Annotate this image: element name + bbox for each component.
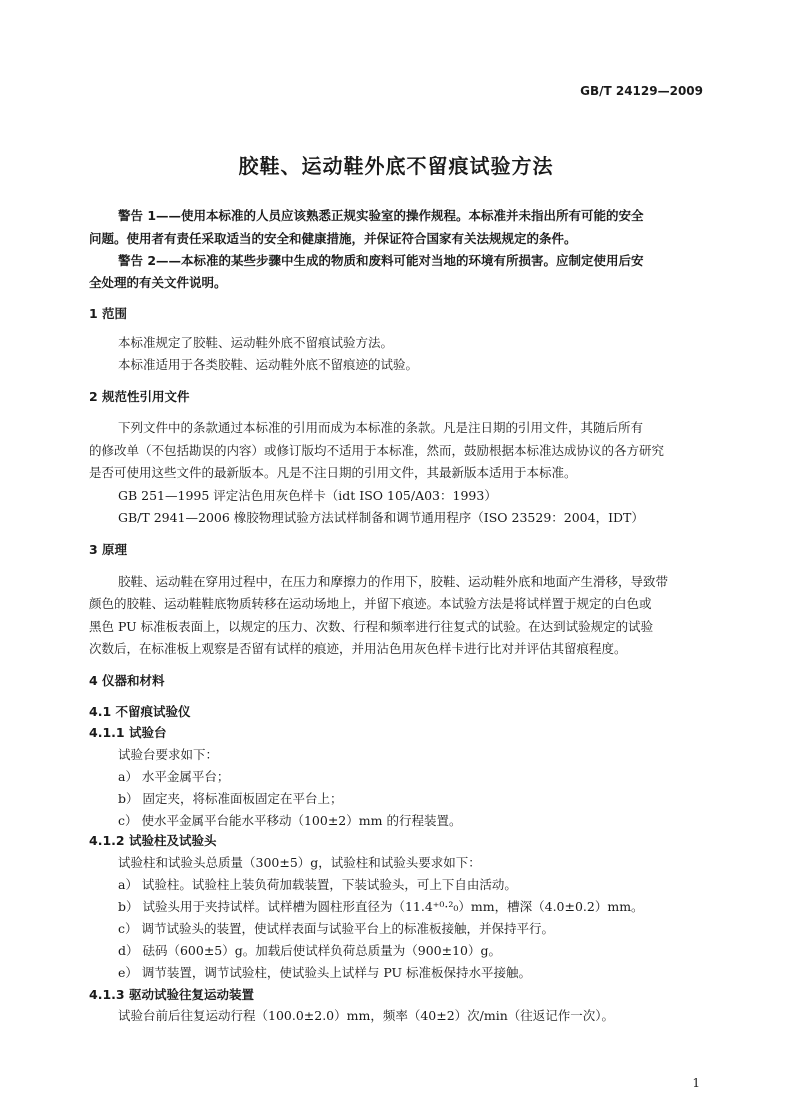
list-item: a） 试验柱。试验柱上装负荷加载装置，下装试验头，可上下自由活动。 — [118, 877, 517, 892]
paragraph-line: 次数后，在标准板上观察是否留有试样的痕迹，并用沾色用灰色样卡进行比对并评估其留痕程度。 — [89, 641, 627, 656]
paragraph-line: 的修改单（不包括勘误的内容）或修订版均不适用于本标准，然而，鼓励根据本标准达成协议的各方研究 — [89, 443, 665, 458]
list-item: b） 试验头用于夹持试样。试样槽为圆柱形直径为（11.4⁺⁰·²₀）mm，槽深（4.0±0.2）mm。 — [118, 899, 644, 914]
list-item: c） 调节试验头的装置，使试样表面与试验平台上的标准板接触，并保持平行。 — [118, 921, 554, 936]
list-item: c） 使水平金属平台能水平移动（100±2）mm 的行程装置。 — [118, 813, 462, 828]
section-heading-scope: 1 范围 — [89, 306, 128, 321]
paragraph-line: 颜色的胶鞋、运动鞋鞋底物质转移在运动场地上，并留下痕迹。本试验方法是将试样置于规定的白色或 — [89, 596, 652, 611]
section-heading-principle: 3 原理 — [89, 542, 128, 557]
section-heading-references: 2 规范性引用文件 — [89, 389, 190, 404]
paragraph-line: 本标准规定了胶鞋、运动鞋外底不留痕试验方法。 — [118, 335, 394, 350]
subsection-heading: 4.1.3 驱动试验往复运动装置 — [89, 987, 254, 1002]
warning-line: 警告 1——使用本标准的人员应该熟悉正规实验室的操作规程。本标准并未指出所有可能的安全 — [118, 208, 644, 223]
document-title: 胶鞋、运动鞋外底不留痕试验方法 — [238, 154, 554, 178]
paragraph-line: 黑色 PU 标准板表面上，以规定的压力、次数、行程和频率进行往复式的试验。在达到试验规定的试验 — [89, 619, 654, 634]
list-item: a） 水平金属平台； — [118, 769, 230, 784]
page-number: 1 — [692, 1076, 700, 1090]
reference-item: GB 251—1995 评定沾色用灰色样卡（idt ISO 105/A03：1993） — [118, 488, 497, 503]
list-item: e） 调节装置，调节试验柱，使试验头上试样与 PU 标准板保持水平接触。 — [118, 965, 532, 980]
paragraph-line: 胶鞋、运动鞋在穿用过程中，在压力和摩擦力的作用下，胶鞋、运动鞋外底和地面产生滑移，导致带 — [118, 574, 669, 589]
standard-number: GB/T 24129—2009 — [580, 84, 703, 98]
paragraph-line: 本标准适用于各类胶鞋、运动鞋外底不留痕迹的试验。 — [118, 357, 419, 372]
paragraph-line: 下列文件中的条款通过本标准的引用而成为本标准的条款。凡是注日期的引用文件，其随后所有 — [118, 420, 644, 435]
warning-line: 全处理的有关文件说明。 — [89, 275, 227, 290]
paragraph-line: 试验柱和试验头总质量（300±5）g，试验柱和试验头要求如下： — [118, 855, 481, 870]
subsection-heading: 4.1.2 试验柱及试验头 — [89, 833, 217, 848]
list-item: b） 固定夹，将标准面板固定在平台上； — [118, 791, 343, 806]
paragraph-line: 是否可使用这些文件的最新版本。凡是不注日期的引用文件，其最新版本适用于本标准。 — [89, 465, 577, 480]
warning-line: 问题。使用者有责任采取适当的安全和健康措施，并保证符合国家有关法规规定的条件。 — [89, 231, 577, 246]
section-heading-apparatus: 4 仪器和材料 — [89, 673, 165, 688]
paragraph-line: 试验台要求如下： — [118, 747, 219, 762]
subsection-heading: 4.1 不留痕试验仪 — [89, 704, 191, 719]
reference-item: GB/T 2941—2006 橡胶物理试验方法试样制备和调节通用程序（ISO 23529：2004，IDT） — [118, 510, 644, 525]
subsection-heading: 4.1.1 试验台 — [89, 725, 167, 740]
list-item: d） 砝码（600±5）g。加载后使试样负荷总质量为（900±10）g。 — [118, 943, 502, 958]
warning-line: 警告 2——本标准的某些步骤中生成的物质和废料可能对当地的环境有所损害。应制定使用后安 — [118, 253, 644, 268]
paragraph-line: 试验台前后往复运动行程（100.0±2.0）mm，频率（40±2）次/min（往返记作一次）。 — [118, 1008, 615, 1023]
